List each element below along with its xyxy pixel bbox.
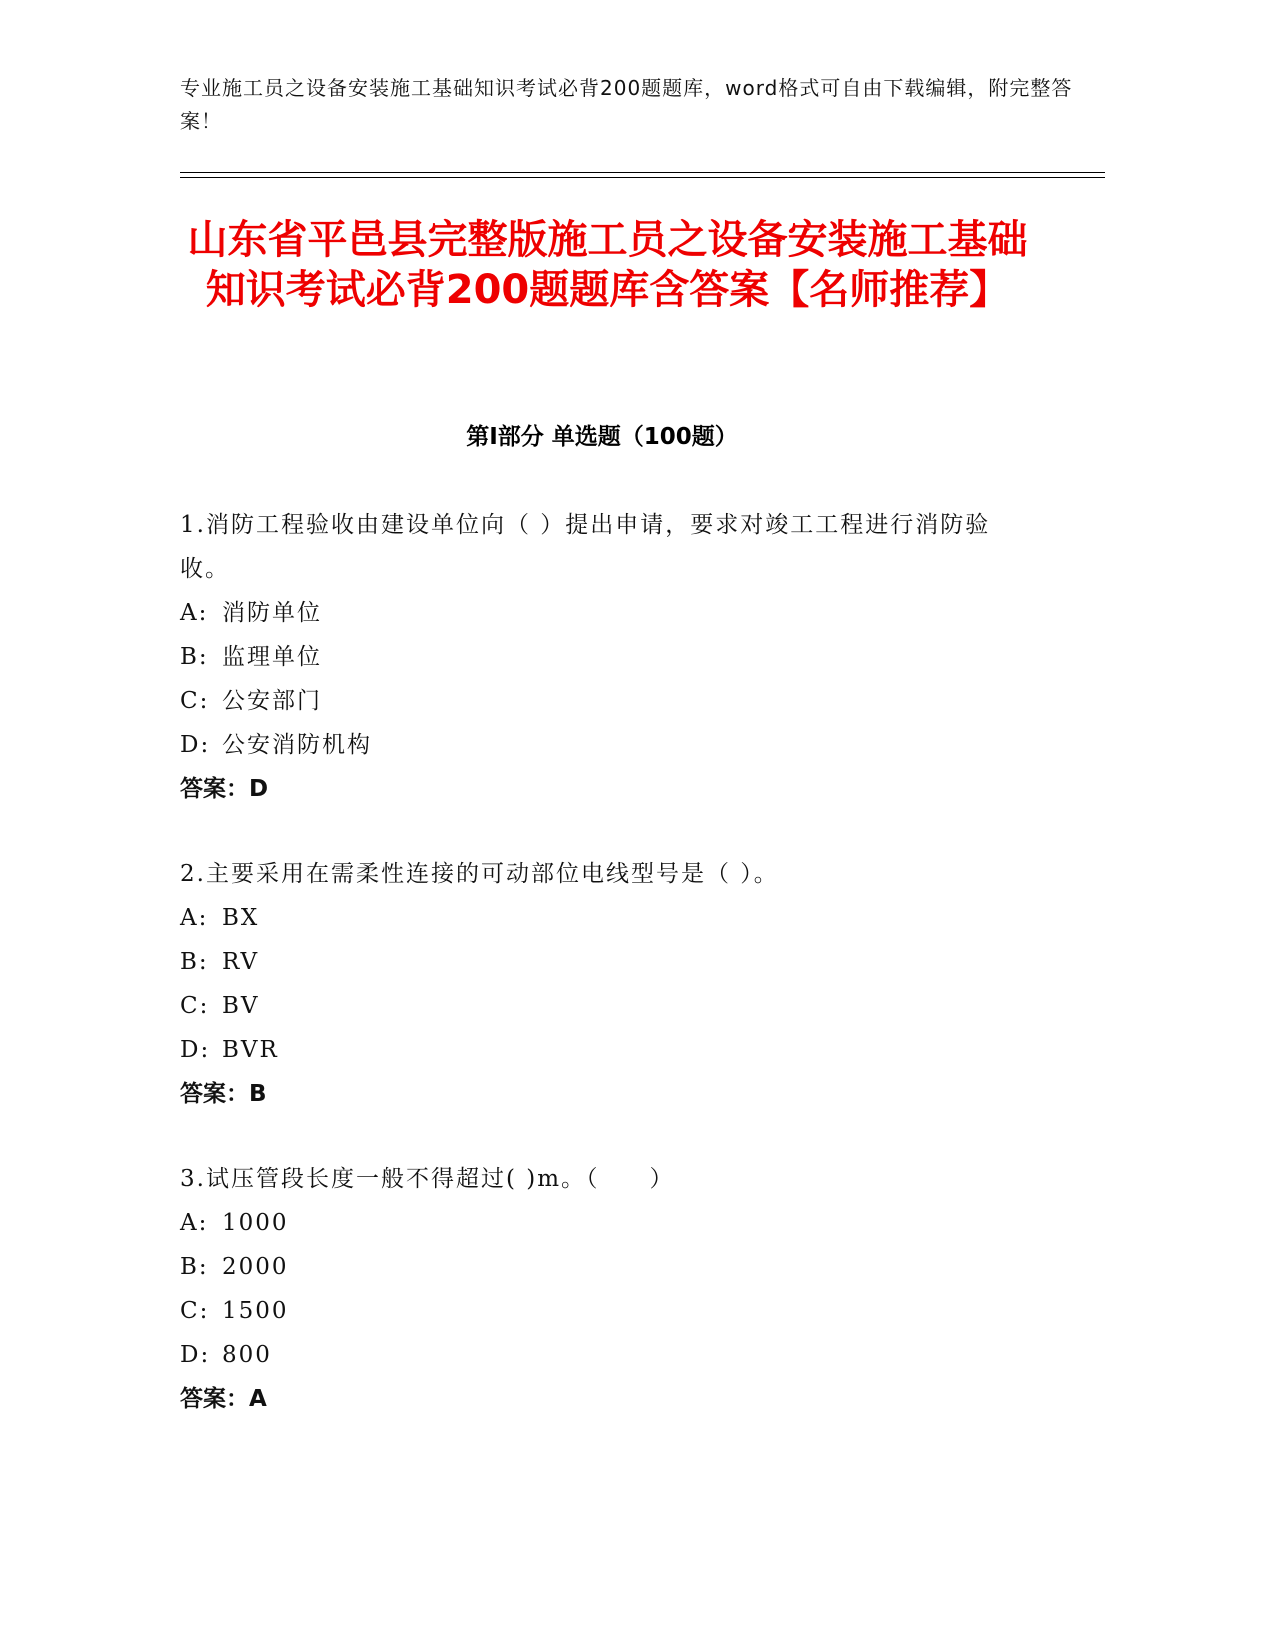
option-letter: B: <box>180 644 209 670</box>
section-heading: 第Ⅰ部分 单选题（100题） <box>466 424 738 450</box>
option-letter: C: <box>180 688 210 714</box>
option-b <box>180 940 1030 984</box>
answer-line: 答案：A <box>180 1386 267 1412</box>
header-divider-top <box>180 172 1105 173</box>
header-note: 专业施工员之设备安装施工基础知识考试必背200题题库，word格式可自由下载编辑，附完整答案！ <box>180 76 1073 133</box>
option-a <box>180 896 1030 940</box>
option-text: 800 <box>222 1342 272 1368</box>
answer-line: 答案：D <box>180 776 269 802</box>
question-2 <box>180 852 1030 1116</box>
question-stem: 1.消防工程验收由建设单位向（ ）提出申请，要求对竣工工程进行消防验收。 <box>180 512 991 582</box>
header-divider-bottom <box>180 177 1105 178</box>
option-a <box>180 1201 1030 1245</box>
option-letter: A: <box>180 1210 209 1236</box>
option-text: 公安消防机构 <box>222 732 372 758</box>
option-text: 1000 <box>222 1210 289 1236</box>
option-letter: C: <box>180 1298 210 1324</box>
option-text: 2000 <box>222 1254 289 1280</box>
option-c <box>180 984 1030 1028</box>
option-text: 公安部门 <box>222 688 322 714</box>
option-letter: D: <box>180 1037 211 1063</box>
option-text: BV <box>222 993 260 1019</box>
option-letter: A: <box>180 600 209 626</box>
option-text: RV <box>222 949 260 975</box>
option-c <box>180 1289 1030 1333</box>
option-letter: D: <box>180 732 211 758</box>
option-letter: C: <box>180 993 210 1019</box>
option-b <box>180 635 1030 679</box>
question-1 <box>180 503 1030 811</box>
question-3 <box>180 1157 1030 1421</box>
answer-line: 答案：B <box>180 1081 267 1107</box>
document-title: 山东省平邑县完整版施工员之设备安装施工基础知识考试必背200题题库含答案【名师推荐】 <box>187 217 1028 313</box>
option-letter: A: <box>180 905 209 931</box>
option-letter: B: <box>180 949 209 975</box>
option-text: 监理单位 <box>222 644 322 670</box>
option-text: BX <box>222 905 260 931</box>
option-d <box>180 1333 1030 1377</box>
option-letter: B: <box>180 1254 209 1280</box>
option-text: 1500 <box>222 1298 289 1324</box>
option-b <box>180 1245 1030 1289</box>
option-text: 消防单位 <box>222 600 322 626</box>
option-letter: D: <box>180 1342 211 1368</box>
option-d <box>180 1028 1030 1072</box>
question-stem: 3.试压管段长度一般不得超过( )m。（ ） <box>180 1166 675 1192</box>
option-a <box>180 591 1030 635</box>
option-c <box>180 679 1030 723</box>
question-stem: 2.主要采用在需柔性连接的可动部位电线型号是（ ）。 <box>180 861 779 887</box>
option-d <box>180 723 1030 767</box>
option-text: BVR <box>222 1037 279 1063</box>
